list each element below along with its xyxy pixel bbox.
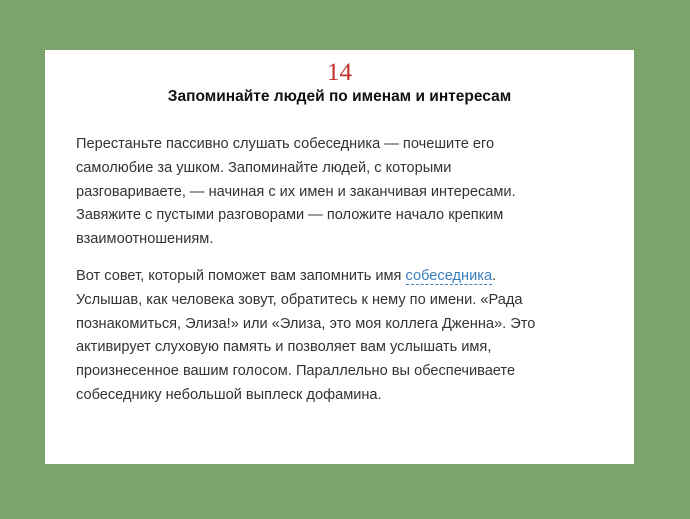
paragraph-1-line: Завяжите с пустыми разговорами — положите начало крепким — [76, 207, 504, 224]
paragraph-2-text: . — [492, 267, 497, 284]
paragraph-2-line: произнесенное вашим голосом. Параллельно вы обеспечиваете — [76, 363, 516, 380]
paragraph-1-line: самолюбие за ушком. Запоминайте людей, с которыми — [76, 159, 452, 176]
paragraph-2-line: собеседнику небольшой выплеск дофамина. — [76, 386, 382, 403]
article-body — [76, 133, 616, 408]
paragraph-2-text: Вот совет, который поможет вам запомнить имя — [76, 267, 406, 284]
paragraph-1-line: взаимоотношениям. — [76, 231, 214, 248]
paragraph-2-line: познакомиться, Элиза!» или «Элиза, это моя коллега Дженна». Это — [76, 315, 536, 332]
paragraph-2 — [76, 265, 616, 408]
article-card — [45, 50, 634, 464]
article-title: Запоминайте людей по именам и интересам — [167, 88, 512, 105]
paragraph-2-line: активирует слуховую память и позволяет вам услышать имя, — [76, 339, 492, 356]
interlocutor-link[interactable]: собеседника — [405, 267, 493, 284]
paragraph-1 — [76, 133, 616, 252]
paragraph-1-line: Перестаньте пассивно слушать собеседника — почешите его — [76, 136, 495, 152]
article-number: 14 — [327, 59, 352, 86]
paragraph-2-line: Услышав, как человека зовут, обратитесь к нему по имени. «Рада — [76, 291, 523, 308]
paragraph-2-first-line — [76, 265, 616, 289]
paragraph-1-line: разговариваете, — начиная с их имен и заканчивая интересами. — [76, 183, 516, 200]
